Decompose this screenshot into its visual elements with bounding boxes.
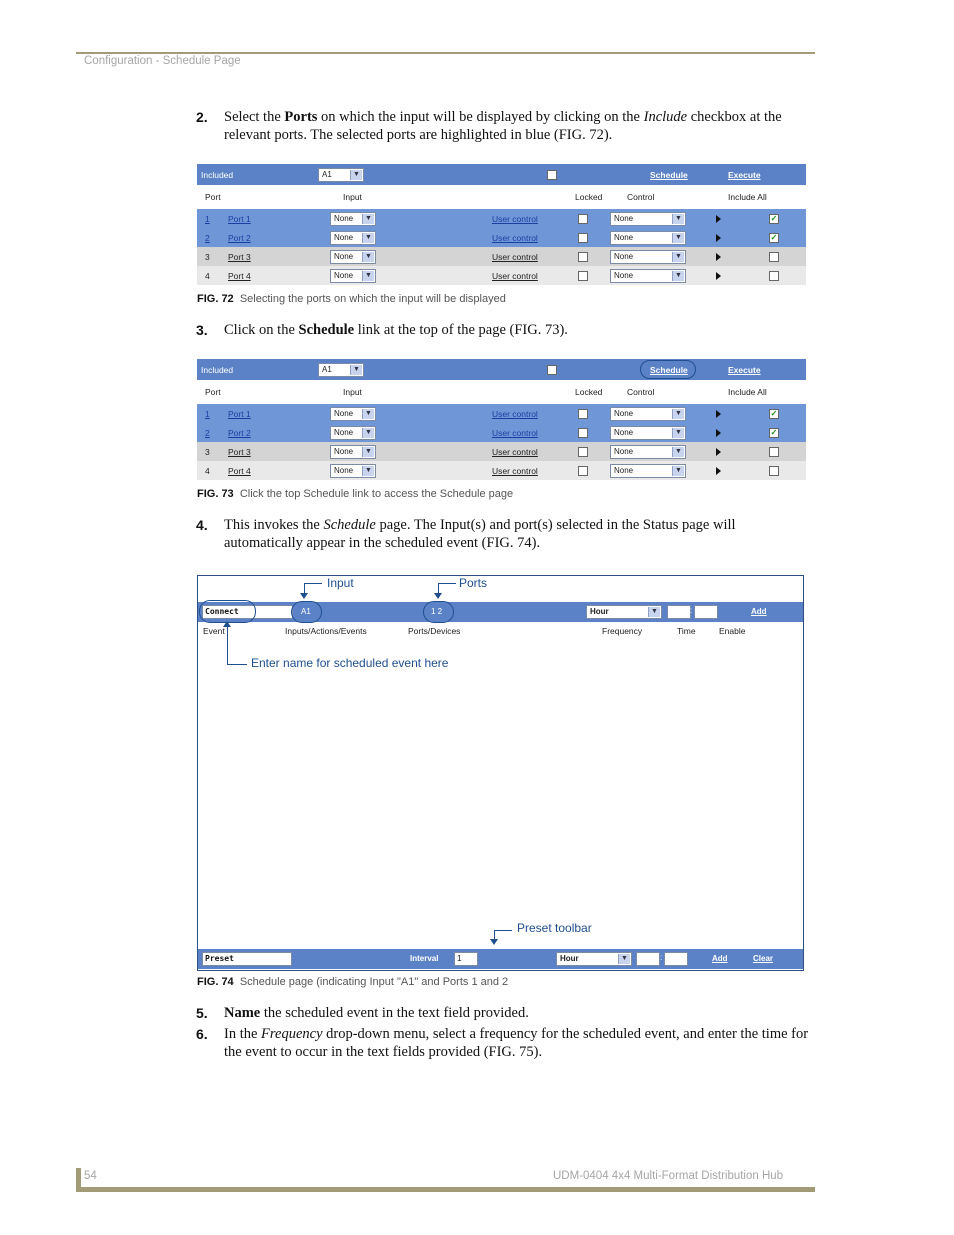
annotation-input: Input xyxy=(327,576,354,590)
text: on which the input will be displayed by clicking on the xyxy=(317,109,644,125)
input-select[interactable] xyxy=(330,464,376,478)
input-value: Connect xyxy=(205,607,239,616)
step-text xyxy=(224,108,824,144)
chevron-down-icon: ▼ xyxy=(362,409,374,419)
event-name-input-tail xyxy=(252,605,293,619)
text-italic: Frequency xyxy=(261,1026,323,1042)
caption-text: Click the top Schedule link to access the Schedule page xyxy=(239,488,514,500)
select-value: None xyxy=(614,251,634,261)
col-port: Port xyxy=(205,192,221,202)
select-value: Hour xyxy=(560,954,579,963)
preset-toolbar xyxy=(198,949,803,969)
chevron-down-icon: ▼ xyxy=(672,233,684,243)
include-checkbox[interactable]: ✓ xyxy=(770,213,778,223)
chevron-down-icon: ▼ xyxy=(362,252,374,262)
chevron-down-icon: ▼ xyxy=(672,466,684,476)
select-value: None xyxy=(614,446,634,456)
text-bold: Schedule xyxy=(298,322,355,338)
chevron-down-icon: ▼ xyxy=(362,447,374,457)
control-select[interactable] xyxy=(610,231,686,245)
event-callout-line xyxy=(227,626,228,664)
play-icon[interactable] xyxy=(716,215,721,223)
row-number: 3 xyxy=(205,446,210,457)
control-select[interactable] xyxy=(610,445,686,459)
execute-link[interactable]: Execute xyxy=(728,169,761,180)
chevron-down-icon: ▼ xyxy=(648,607,660,617)
control-select[interactable] xyxy=(610,269,686,283)
chevron-down-icon: ▼ xyxy=(362,466,374,476)
hour-input[interactable] xyxy=(636,952,663,966)
arrow-up-icon xyxy=(223,621,231,627)
text-italic: Schedule xyxy=(323,517,376,533)
status-table-fig73 xyxy=(197,359,806,480)
status-header-row xyxy=(197,185,806,209)
play-icon[interactable] xyxy=(716,467,721,475)
input-value: 1 xyxy=(457,954,462,963)
input-highlight xyxy=(291,601,322,623)
control-select[interactable] xyxy=(610,212,686,226)
select-value: None xyxy=(614,427,634,437)
include-all-checkbox[interactable] xyxy=(547,170,557,180)
locked-checkbox[interactable] xyxy=(578,233,588,243)
chevron-down-icon: ▼ xyxy=(618,954,630,964)
port-link[interactable]: Port 2 xyxy=(228,427,251,438)
text: Click on the xyxy=(224,322,299,338)
header-rule xyxy=(76,52,815,54)
add-link[interactable]: Add xyxy=(712,954,728,963)
time-separator: : xyxy=(660,953,663,962)
text: This invokes the xyxy=(224,517,324,533)
chevron-down-icon: ▼ xyxy=(362,233,374,243)
annotation-event-name: Enter name for scheduled event here xyxy=(251,656,449,670)
text: the event to occur in the text fields provided (FIG. 75). xyxy=(224,1044,543,1060)
select-value: None xyxy=(334,465,354,475)
step-text xyxy=(224,1025,824,1061)
preset-callout-line xyxy=(494,930,512,931)
text-italic: Include xyxy=(643,109,688,125)
port-link[interactable]: Port 4 xyxy=(228,270,251,281)
col-port: Port xyxy=(205,387,221,397)
input-select[interactable] xyxy=(330,445,376,459)
text-bold: Ports xyxy=(284,109,318,125)
figure-caption xyxy=(197,293,506,305)
caption-label: FIG. 72 xyxy=(197,293,234,305)
col-include-all: Include All xyxy=(728,192,767,202)
input-select[interactable] xyxy=(330,250,376,264)
select-value: None xyxy=(614,465,634,475)
play-icon[interactable] xyxy=(716,448,721,456)
text: automatically appear in the scheduled event (FIG. 74). xyxy=(224,535,541,551)
include-checkbox[interactable]: ✓ xyxy=(770,427,778,437)
step-number: 3. xyxy=(196,322,208,338)
port-link[interactable]: Port 1 xyxy=(228,408,251,419)
control-select[interactable] xyxy=(610,464,686,478)
select-value: None xyxy=(334,232,354,242)
select-value: None xyxy=(334,213,354,223)
table-row xyxy=(197,228,806,247)
select-value: None xyxy=(334,427,354,437)
row-number: 3 xyxy=(205,251,210,262)
table-row xyxy=(197,423,806,442)
status-top-bar xyxy=(197,359,806,380)
figure-caption xyxy=(197,488,513,500)
chevron-down-icon: ▼ xyxy=(350,365,362,375)
event-callout-line xyxy=(227,664,247,665)
page-number: 54 xyxy=(84,1170,97,1182)
include-checkbox[interactable] xyxy=(769,252,779,262)
table-row xyxy=(197,266,806,285)
control-link[interactable]: User control xyxy=(492,465,538,476)
step-number: 4. xyxy=(196,517,208,533)
clear-link[interactable]: Clear xyxy=(753,954,774,963)
ports-callout-line xyxy=(438,583,456,584)
control-select[interactable] xyxy=(610,426,686,440)
hour-input[interactable] xyxy=(667,605,691,619)
port-link[interactable]: Port 3 xyxy=(228,251,251,262)
step-text xyxy=(224,321,824,339)
input-select[interactable] xyxy=(318,363,364,377)
control-select[interactable] xyxy=(610,250,686,264)
row-number[interactable]: 2 xyxy=(205,232,210,243)
annotation-ports: Ports xyxy=(459,576,488,590)
row-number[interactable]: 1 xyxy=(205,213,210,224)
chevron-down-icon: ▼ xyxy=(350,170,362,180)
step-number: 6. xyxy=(196,1026,208,1042)
input-select[interactable] xyxy=(330,231,376,245)
play-icon[interactable] xyxy=(716,234,721,242)
col-control: Control xyxy=(627,387,655,397)
play-icon[interactable] xyxy=(716,253,721,261)
included-label: Included xyxy=(201,364,234,375)
section-title: Configuration - Schedule Page xyxy=(84,55,241,67)
locked-checkbox[interactable] xyxy=(578,214,588,224)
input-select[interactable] xyxy=(318,168,364,182)
select-value: A1 xyxy=(322,364,332,374)
minute-input[interactable] xyxy=(694,605,718,619)
include-checkbox[interactable]: ✓ xyxy=(770,232,778,242)
select-value: Hour xyxy=(590,607,609,616)
locked-checkbox[interactable] xyxy=(578,409,588,419)
arrow-down-icon xyxy=(434,593,442,599)
input-select[interactable] xyxy=(330,212,376,226)
chevron-down-icon: ▼ xyxy=(672,271,684,281)
text: Select the xyxy=(224,109,285,125)
text-bold: Name xyxy=(224,1005,261,1021)
col-include-all: Include All xyxy=(728,387,767,397)
text: drop-down menu, select a frequency for the scheduled event, and enter the time for xyxy=(322,1026,809,1042)
interval-input[interactable] xyxy=(454,952,478,966)
chevron-down-icon: ▼ xyxy=(362,214,374,224)
minute-input[interactable] xyxy=(664,952,688,966)
control-link[interactable]: User control xyxy=(492,446,538,457)
step-number: 5. xyxy=(196,1005,208,1021)
col-input: Input xyxy=(343,192,362,202)
status-header-row xyxy=(197,380,806,404)
input-value: Preset xyxy=(205,954,234,963)
step-number: 2. xyxy=(196,109,208,125)
preset-frequency-select[interactable] xyxy=(556,952,632,966)
control-link[interactable]: User control xyxy=(492,270,538,281)
col-enable: Enable xyxy=(719,626,746,636)
control-link[interactable]: User control xyxy=(492,408,538,419)
status-top-bar xyxy=(197,164,806,185)
control-link[interactable]: User control xyxy=(492,251,538,262)
locked-checkbox[interactable] xyxy=(578,271,588,281)
port-link[interactable]: Port 2 xyxy=(228,232,251,243)
interval-label: Interval xyxy=(410,954,439,963)
select-value: A1 xyxy=(322,169,332,179)
include-all-checkbox[interactable] xyxy=(547,365,557,375)
chevron-down-icon: ▼ xyxy=(362,271,374,281)
play-icon[interactable] xyxy=(716,429,721,437)
row-number: 4 xyxy=(205,270,210,281)
chevron-down-icon: ▼ xyxy=(672,409,684,419)
time-separator: : xyxy=(690,606,693,615)
input-select[interactable] xyxy=(330,407,376,421)
ports-highlight xyxy=(423,601,454,623)
figure-caption xyxy=(197,976,508,988)
row-number[interactable]: 2 xyxy=(205,427,210,438)
select-value: None xyxy=(334,251,354,261)
port-link[interactable]: Port 4 xyxy=(228,465,251,476)
locked-checkbox[interactable] xyxy=(578,428,588,438)
row-number: 4 xyxy=(205,465,210,476)
text: checkbox at the xyxy=(687,109,782,125)
col-frequency: Frequency xyxy=(602,626,643,636)
event-name-highlight xyxy=(199,600,256,623)
table-row xyxy=(197,247,806,266)
chevron-down-icon: ▼ xyxy=(362,428,374,438)
chevron-down-icon: ▼ xyxy=(672,252,684,262)
schedule-link[interactable]: Schedule xyxy=(650,364,688,375)
include-checkbox[interactable]: ✓ xyxy=(770,408,778,418)
select-value: None xyxy=(334,408,354,418)
chevron-down-icon: ▼ xyxy=(672,214,684,224)
col-control: Control xyxy=(627,192,655,202)
col-inputs: Inputs/Actions/Events xyxy=(285,626,367,636)
step-text xyxy=(224,516,824,552)
included-label: Included xyxy=(201,169,234,180)
input-callout-line xyxy=(304,583,322,584)
execute-link[interactable]: Execute xyxy=(728,364,761,375)
port-link[interactable]: Port 3 xyxy=(228,446,251,457)
locked-checkbox[interactable] xyxy=(578,447,588,457)
col-locked: Locked xyxy=(575,192,603,202)
frequency-select[interactable] xyxy=(586,605,662,619)
select-value: None xyxy=(614,408,634,418)
table-row xyxy=(197,404,806,423)
product-name: UDM-0404 4x4 Multi-Format Distribution Hub xyxy=(553,1170,784,1182)
col-locked: Locked xyxy=(575,387,603,397)
col-input: Input xyxy=(343,387,362,397)
control-link[interactable]: User control xyxy=(492,427,538,438)
table-row xyxy=(197,461,806,480)
select-value: None xyxy=(614,213,634,223)
ports-value: 1 2 xyxy=(431,607,443,616)
text: In the xyxy=(224,1026,262,1042)
play-icon[interactable] xyxy=(716,410,721,418)
text: page. The Input(s) and port(s) selected in the Status page will xyxy=(375,517,736,533)
select-value: None xyxy=(614,232,634,242)
select-value: None xyxy=(334,446,354,456)
add-link[interactable]: Add xyxy=(751,607,767,616)
step-text xyxy=(224,1004,824,1022)
include-checkbox[interactable] xyxy=(769,466,779,476)
play-icon[interactable] xyxy=(716,272,721,280)
caption-text: Schedule page (indicating Input "A1" and Ports 1 and 2 xyxy=(239,976,509,988)
text: link at the top of the page (FIG. 73). xyxy=(354,322,568,338)
table-row xyxy=(197,442,806,461)
arrow-down-icon xyxy=(490,939,498,945)
arrow-down-icon xyxy=(300,593,308,599)
control-link[interactable]: User control xyxy=(492,232,538,243)
input-select[interactable] xyxy=(330,269,376,283)
preset-name-input[interactable] xyxy=(202,952,292,966)
caption-label: FIG. 73 xyxy=(197,488,234,500)
port-link[interactable]: Port 1 xyxy=(228,213,251,224)
input-select[interactable] xyxy=(330,426,376,440)
caption-label: FIG. 74 xyxy=(197,976,234,988)
schedule-top-bar xyxy=(198,602,803,622)
table-row xyxy=(197,209,806,228)
include-checkbox[interactable] xyxy=(769,447,779,457)
footer-rule xyxy=(76,1187,815,1192)
col-ports: Ports/Devices xyxy=(408,626,461,636)
status-table-fig72 xyxy=(197,164,806,285)
include-checkbox[interactable] xyxy=(769,271,779,281)
annotation-preset-toolbar: Preset toolbar xyxy=(517,921,592,935)
chevron-down-icon: ▼ xyxy=(672,447,684,457)
text: the scheduled event in the text field provided. xyxy=(260,1005,529,1021)
highlight-oval xyxy=(640,360,696,379)
locked-checkbox[interactable] xyxy=(578,252,588,262)
schedule-page-screenshot xyxy=(197,575,804,971)
locked-checkbox[interactable] xyxy=(578,466,588,476)
select-value: None xyxy=(614,270,634,280)
text: relevant ports. The selected ports are highlighted in blue (FIG. 72). xyxy=(224,127,613,143)
control-link[interactable]: User control xyxy=(492,213,538,224)
input-value: A1 xyxy=(301,607,311,616)
col-time: Time xyxy=(677,626,696,636)
caption-text: Selecting the ports on which the input will be displayed xyxy=(239,293,506,305)
select-value: None xyxy=(334,270,354,280)
row-number[interactable]: 1 xyxy=(205,408,210,419)
col-event: Event xyxy=(203,626,225,636)
schedule-link[interactable]: Schedule xyxy=(650,169,688,180)
chevron-down-icon: ▼ xyxy=(672,428,684,438)
control-select[interactable] xyxy=(610,407,686,421)
